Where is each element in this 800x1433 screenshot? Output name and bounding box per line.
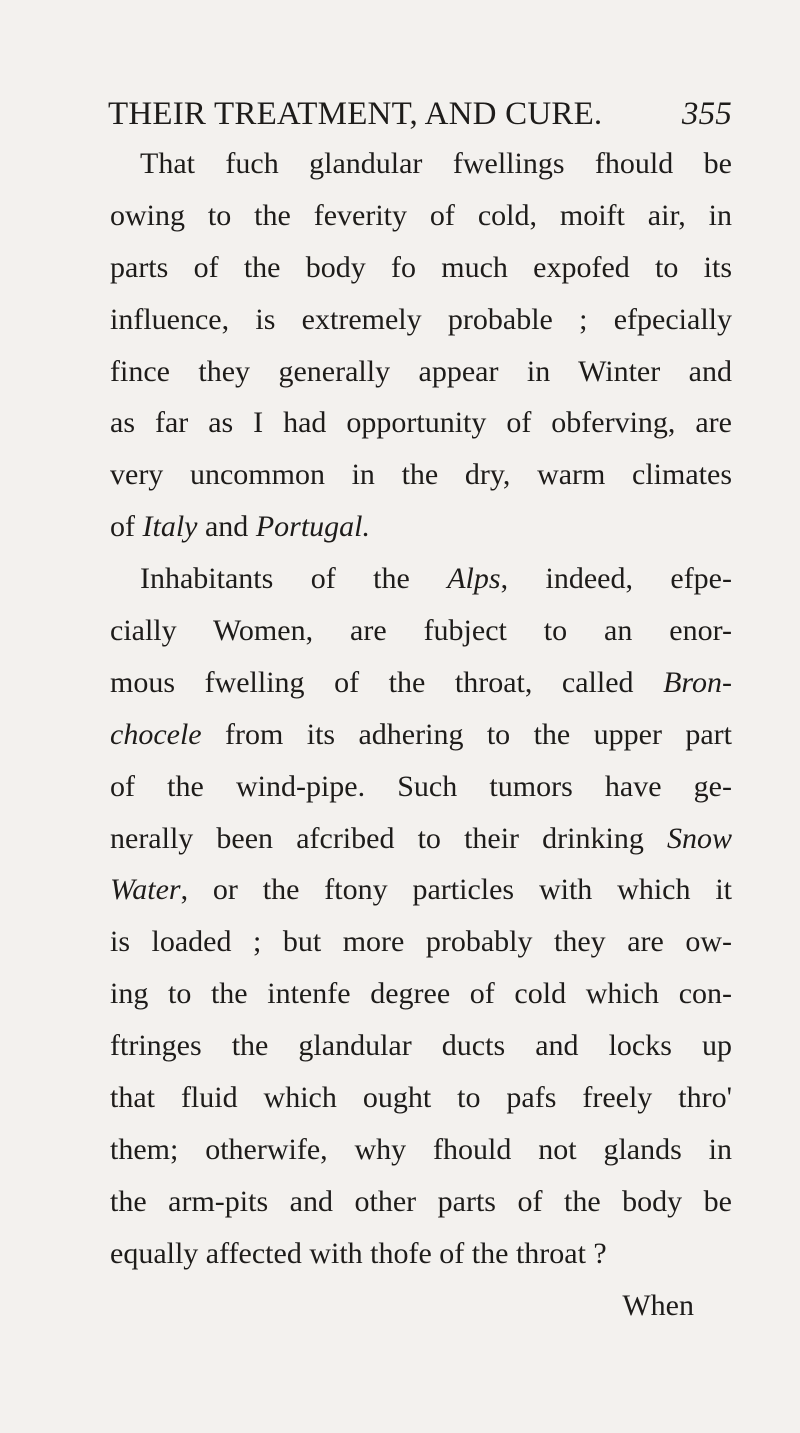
italic-term: Snow bbox=[666, 821, 732, 855]
text-line: very uncommon in the dry, warm climates bbox=[110, 458, 732, 492]
text-line: them; otherwife, why fhould not glands in bbox=[110, 1132, 732, 1166]
italic-term: chocele bbox=[110, 717, 202, 751]
text-run: nerally been afcribed to their drinking bbox=[110, 821, 667, 855]
text-line: of the wind-pipe. Such tumors have ge- bbox=[110, 769, 732, 803]
text-run: , or the ftony particles with which it bbox=[180, 873, 732, 907]
italic-term: Water bbox=[110, 873, 181, 907]
text-line: is loaded ; but more probably they are ow- bbox=[110, 925, 732, 959]
italic-place-name: Alps bbox=[447, 562, 501, 596]
text-line: parts of the body fo much expofed to its bbox=[110, 250, 732, 284]
running-head-title: THEIR TREATMENT, AND CURE. bbox=[108, 96, 603, 132]
text-run: and bbox=[197, 510, 256, 544]
body-text bbox=[110, 138, 732, 1331]
text-line bbox=[110, 709, 732, 761]
text-line: ing to the intenfe degree of cold which con- bbox=[110, 977, 732, 1011]
text-line: ftringes the glandular ducts and locks up bbox=[110, 1029, 732, 1063]
text-run: from its adhering to the upper part bbox=[201, 717, 732, 751]
catchword: When bbox=[622, 1288, 694, 1322]
paragraph-2 bbox=[110, 553, 732, 1279]
text-line: owing to the feverity of cold, moift air, in bbox=[110, 198, 732, 232]
text-line: equally affected with thofe of the throat ? bbox=[110, 1236, 607, 1270]
text-line: that fluid which ought to pafs freely thro' bbox=[110, 1081, 732, 1115]
text-line: fince they generally appear in Winter and bbox=[110, 354, 732, 388]
text-run: mous fwelling of the throat, called bbox=[110, 665, 664, 699]
text-line: as far as I had opportunity of obferving, are bbox=[110, 406, 732, 440]
text-line bbox=[110, 813, 732, 865]
running-head bbox=[108, 96, 732, 142]
text-line bbox=[110, 553, 732, 605]
text-line bbox=[110, 657, 732, 709]
text-run: of bbox=[110, 510, 143, 544]
text-line bbox=[110, 501, 732, 553]
text-line: That fuch glandular fwellings fhould be bbox=[140, 147, 732, 180]
text-line: influence, is extremely probable ; efpecially bbox=[110, 302, 732, 336]
text-line: cially Women, are fubject to an enor- bbox=[110, 614, 732, 648]
italic-place-name: Italy bbox=[142, 510, 198, 544]
text-run: Inhabitants of the bbox=[140, 562, 448, 596]
italic-place-name: Portugal. bbox=[255, 510, 370, 544]
text-line bbox=[110, 864, 732, 916]
text-line: the arm-pits and other parts of the body be bbox=[110, 1184, 732, 1218]
italic-term: Bron- bbox=[663, 665, 732, 699]
text-run: , indeed, efpe- bbox=[500, 562, 732, 596]
paragraph-1 bbox=[110, 138, 732, 553]
page-number: 355 bbox=[681, 96, 732, 132]
